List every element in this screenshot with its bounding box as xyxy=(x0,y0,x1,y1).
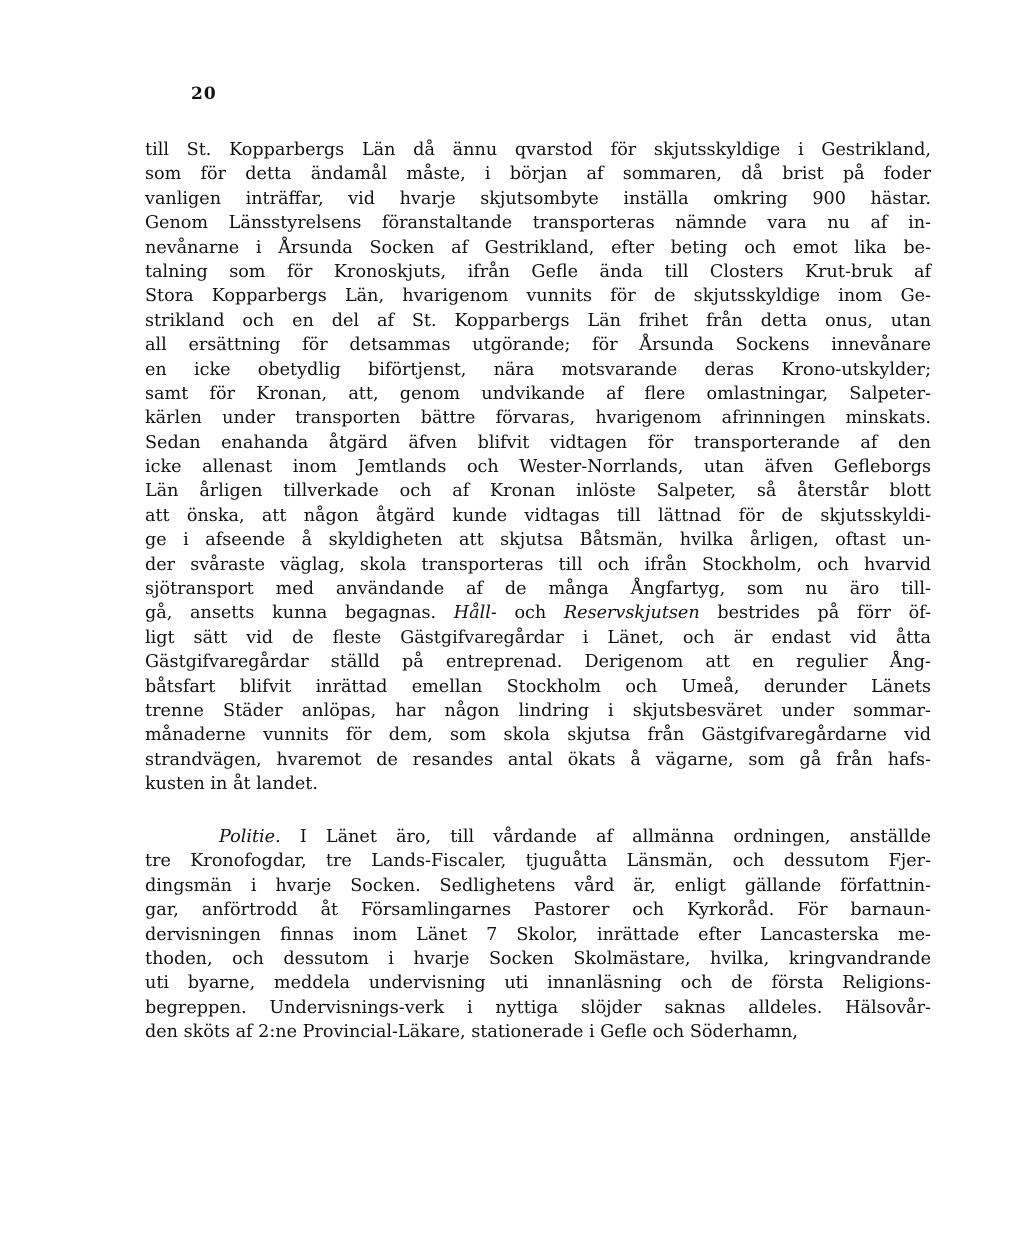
text-line xyxy=(145,601,931,625)
text-line xyxy=(145,138,931,162)
text-run: ligt sätt vid de fleste Gästgifvaregårdar i Länet, och är endast vid åtta xyxy=(145,627,931,648)
text-run: I Länet äro, till vårdande af allmänna ordningen, anställde xyxy=(280,827,931,847)
text-run: uti byarne, meddela undervisning uti innanläsning och de första Religions- xyxy=(145,973,931,994)
paragraph-transport xyxy=(145,138,931,797)
text-line xyxy=(145,650,931,674)
text-line xyxy=(145,333,931,357)
text-run: Sedan enahanda åtgärd äfven blifvit vidtagen för transporterande af den xyxy=(145,432,931,453)
text-line xyxy=(145,553,931,577)
text-line xyxy=(145,748,931,772)
text-line xyxy=(145,825,931,849)
text-run: samt för Kronan, att, genom undvikande af flere omlastningar, Salpeter- xyxy=(145,383,931,404)
text-line xyxy=(145,996,931,1020)
text-run: dervisningen finnas inom Länet 7 Skolor, inrättade efter Lancasterska me- xyxy=(145,924,931,945)
text-run: talning som för Kronoskjuts, ifrån Gefle ända till Closters Krut-bruk af xyxy=(145,261,931,282)
text-line xyxy=(145,528,931,552)
text-line xyxy=(145,626,931,650)
text-line xyxy=(145,849,931,873)
text-line xyxy=(145,923,931,947)
text-line xyxy=(145,723,931,747)
italic-term: Håll- xyxy=(453,603,497,624)
text-run: till St. Kopparbergs Län då ännu qvarstod för skjutsskyldige i Gestrikland, xyxy=(145,140,931,160)
text-line xyxy=(145,406,931,430)
text-line xyxy=(145,211,931,235)
text-run: thoden, och dessutom i hvarje Socken Skolmästare, hvilka, kringvandrande xyxy=(145,948,931,969)
text-run: Stora Kopparbergs Län, hvarigenom vunnits för de skjutsskyldige inom Ge- xyxy=(145,286,931,307)
text-line xyxy=(145,187,931,211)
text-run: gar, anförtrodd åt Församlingarnes Pastorer och Kyrkoråd. För barnaun- xyxy=(145,900,931,921)
text-run: gå, ansetts kunna begagnas. xyxy=(145,603,454,624)
text-line xyxy=(145,162,931,186)
text-run: tre Kronofogdar, tre Lands-Fiscaler, tjuguåtta Länsmän, och dessutom Fjer- xyxy=(145,851,931,872)
text-line xyxy=(145,772,931,796)
text-line xyxy=(145,479,931,503)
text-run: strandvägen, hvaremot de resandes antal ökats å vägarne, som gå från hafs- xyxy=(145,749,931,770)
text-line xyxy=(145,874,931,898)
text-line xyxy=(145,260,931,284)
text-line xyxy=(145,284,931,308)
text-run: att önska, att någon åtgärd kunde vidtagas till lättnad för de skjutsskyldi- xyxy=(145,505,931,526)
text-line xyxy=(145,699,931,723)
text-line xyxy=(145,358,931,382)
text-line xyxy=(145,382,931,406)
text-run: kärlen under transporten bättre förvaras, hvarigenom afrinningen minskats. xyxy=(145,408,931,429)
text-line xyxy=(145,309,931,333)
text-run: båtsfart blifvit inrättad emellan Stockholm och Umeå, derunder Länets xyxy=(145,676,931,697)
text-line xyxy=(145,236,931,260)
text-run: nevånarne i Årsunda Socken af Gestrikland, efter beting och emot lika be- xyxy=(145,237,931,258)
text-run: der svåraste väglag, skola transporteras till och ifrån Stockholm, och hvarvid xyxy=(145,554,931,575)
text-line xyxy=(145,431,931,455)
text-run: dingsmän i hvarje Socken. Sedlighetens vård är, enligt gällande författnin- xyxy=(145,875,931,896)
text-line xyxy=(145,1020,931,1044)
text-run: Län årligen tillverkade och af Kronan inlöste Salpeter, så återstår blott xyxy=(145,481,931,502)
text-line xyxy=(145,455,931,479)
text-run: sjötransport med användande af de många Ångfartyg, som nu äro till- xyxy=(145,579,931,600)
italic-term: Reservskjutsen xyxy=(563,603,700,624)
text-run: icke allenast inom Jemtlands och Wester-Norrlands, utan äfven Gefleborgs xyxy=(145,457,931,478)
text-run: som för detta ändamål måste, i början af sommaren, då brist på foder xyxy=(145,164,931,185)
text-run: trenne Städer anlöpas, har någon lindring i skjutsbesväret under sommar- xyxy=(145,700,931,721)
paragraph-politie xyxy=(145,825,931,1045)
text-run: Gästgifvaregårdar ställd på entreprenad. Derigenom att en regulier Ång- xyxy=(145,652,931,673)
text-line xyxy=(145,898,931,922)
text-run: den sköts af 2:ne Provincial-Läkare, stationerade i Gefle och Söderhamn, xyxy=(145,1022,798,1043)
text-line xyxy=(145,947,931,971)
italic-term: Politie. xyxy=(219,827,281,847)
text-line xyxy=(145,504,931,528)
text-run: bestrides på förr öf- xyxy=(699,603,931,624)
text-run: kusten in åt landet. xyxy=(145,774,318,795)
text-run: och xyxy=(496,603,564,624)
text-line xyxy=(145,577,931,601)
text-run: strikland och en del af St. Kopparbergs Län frihet från detta onus, utan xyxy=(145,310,931,331)
text-run: en icke obetydlig biförtjenst, nära motsvarande deras Krono-utskylder; xyxy=(145,359,931,380)
text-run: Genom Länsstyrelsens föranstaltande transporteras nämnde vara nu af in- xyxy=(145,213,931,234)
text-run: vanligen inträffar, vid hvarje skjutsombyte inställa omkring 900 hästar. xyxy=(145,188,931,209)
text-run: ge i afseende å skyldigheten att skjutsa Båtsmän, hvilka årligen, oftast un- xyxy=(145,530,931,551)
text-run: månaderne vunnits för dem, som skola skjutsa från Gästgifvaregårdarne vid xyxy=(145,725,931,746)
text-line xyxy=(145,971,931,995)
text-run: begreppen. Undervisnings-verk i nyttiga slöjder saknas alldeles. Hälsovår- xyxy=(145,997,931,1018)
page-number: 20 xyxy=(191,84,217,104)
text-line xyxy=(145,675,931,699)
text-run: all ersättning för detsammas utgörande; för Årsunda Sockens innevånare xyxy=(145,335,931,356)
